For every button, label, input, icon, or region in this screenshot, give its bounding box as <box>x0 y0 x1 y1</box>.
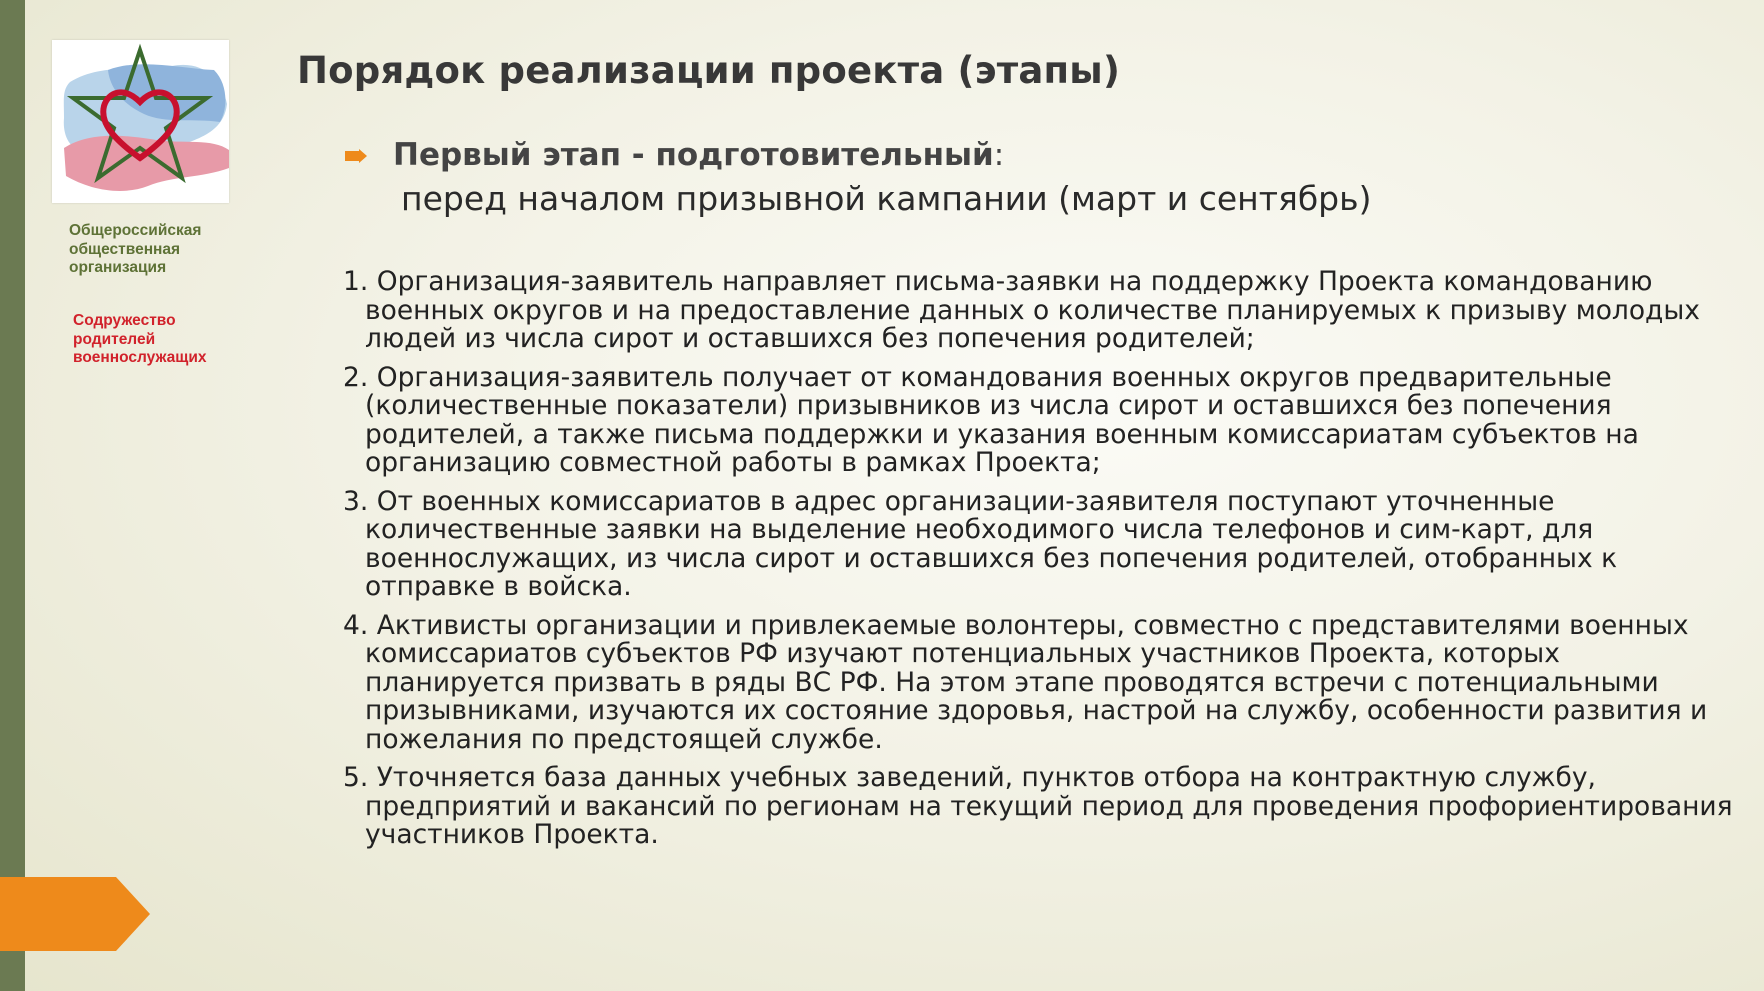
left-accent-bar <box>0 0 25 991</box>
stage-title-text: Первый этап - подготовительный <box>393 137 994 173</box>
orange-arrow-tab <box>0 877 150 951</box>
logo-emblem-icon <box>52 40 229 203</box>
step-item: 4. Активисты организации и привлекаемые волонтеры, совместно с представителями военных комиссариатов субъектов РФ изучают потенциальных участников Проекта, которых планируется призвать в ряды ВС РФ. На этом этапе проводятся встречи с потенциальными призывниками, изучаются их состояние здоровья, настрой на службу, особенности развития и пожелания по предстоящей службе. <box>343 609 1708 755</box>
stage-title-colon: : <box>993 137 1005 173</box>
organization-logo <box>52 40 229 203</box>
step-item: 1. Организация-заявитель направляет письма-заявки на поддержку Проекта командованию военных округов и на предоставление данных о количестве планируемых к призыву молодых людей из числа сирот и оставшихся без попечения родителей; <box>343 266 1700 354</box>
organization-type-label: Общероссийская общественная организация <box>69 222 202 276</box>
stage-subtitle: перед началом призывной кампании (март и сентябрь) <box>401 179 1372 218</box>
organization-name-label: Содружество родителей военнослужащих <box>73 312 207 366</box>
arrow-bullet-icon <box>345 149 367 163</box>
steps-list <box>343 268 1743 860</box>
step-item: 3. От военных комиссариатов в адрес организации-заявителя поступают уточненные количественные заявки на выделение необходимого числа телефонов и сим-карт, для военнослужащих, из числа сирот и оставшихся без попечения родителей, отобранных к отправке в войска. <box>343 485 1618 602</box>
step-item: 5. Уточняется база данных учебных заведений, пунктов отбора на контрактную службу, предприятий и вакансий по регионам на текущий период для проведения профориентирования участников Проекта. <box>343 762 1733 850</box>
step-item: 2. Организация-заявитель получает от командования военных округов предварительные (количественные показатели) призывников из числа сирот и оставшихся без попечения родителей, а также письма поддержки и указания военным комиссариатам субъектов на организацию совместной работы в рамках Проекта; <box>343 361 1639 478</box>
stage-title <box>393 137 1004 173</box>
page-title: Порядок реализации проекта (этапы) <box>297 49 1121 92</box>
